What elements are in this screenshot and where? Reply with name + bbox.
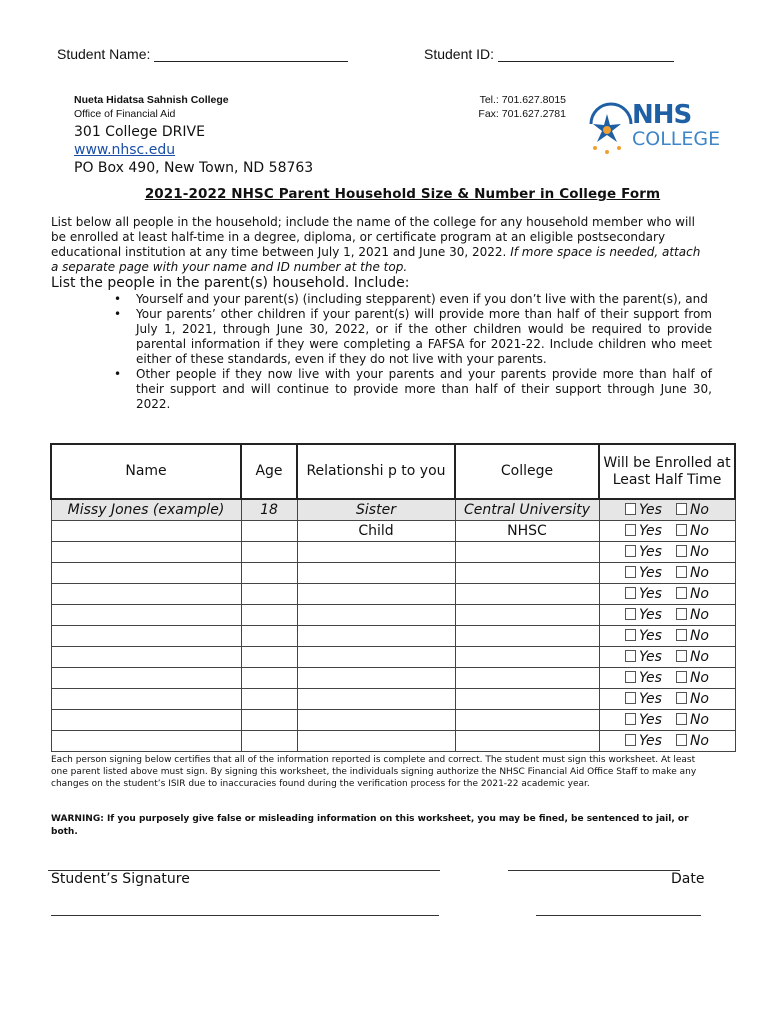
address-line-1: 301 College DRIVE bbox=[74, 124, 205, 140]
name-cell[interactable] bbox=[51, 584, 241, 605]
name-cell[interactable] bbox=[51, 647, 241, 668]
college-cell[interactable] bbox=[455, 563, 599, 584]
relationship-cell[interactable] bbox=[297, 710, 455, 731]
star-emblem-icon bbox=[585, 98, 637, 156]
age-cell[interactable] bbox=[241, 563, 297, 584]
no-label: No bbox=[689, 523, 709, 539]
college-cell[interactable] bbox=[455, 626, 599, 647]
student-name-label: Student Name: bbox=[57, 46, 151, 62]
list-heading: List the people in the parent(s) household. Include: bbox=[51, 275, 410, 291]
yes-label: Yes bbox=[639, 733, 662, 749]
no-checkbox[interactable] bbox=[676, 671, 687, 683]
logo-text-nhs: NHS bbox=[632, 100, 692, 130]
no-checkbox[interactable] bbox=[676, 629, 687, 641]
no-label: No bbox=[689, 502, 709, 518]
requirements-list bbox=[114, 292, 712, 412]
table-row bbox=[51, 689, 735, 710]
table-row bbox=[51, 499, 735, 521]
yes-label: Yes bbox=[639, 607, 662, 623]
name-cell[interactable] bbox=[51, 668, 241, 689]
name-cell[interactable] bbox=[51, 731, 241, 752]
age-cell[interactable] bbox=[241, 542, 297, 563]
college-name: Nueta Hidatsa Sahnish College bbox=[74, 94, 229, 106]
yes-label: Yes bbox=[639, 502, 662, 518]
table-row bbox=[51, 647, 735, 668]
no-label: No bbox=[689, 544, 709, 560]
relationship-cell[interactable]: Sister bbox=[297, 499, 455, 521]
intro-paragraph bbox=[51, 215, 711, 275]
yes-label: Yes bbox=[639, 523, 662, 539]
no-label: No bbox=[689, 607, 709, 623]
no-label: No bbox=[689, 733, 709, 749]
yes-label: Yes bbox=[639, 628, 662, 644]
enrolled-cell bbox=[599, 689, 735, 710]
age-cell[interactable] bbox=[241, 584, 297, 605]
enrolled-cell bbox=[599, 647, 735, 668]
enrolled-cell bbox=[599, 710, 735, 731]
intro-italic-text: If more space is needed, attach a separate page with your name and ID number at the top. bbox=[51, 245, 701, 274]
intro-text: List below all people in the household; include the name of the college for any household member who will be enrolled at least half-time in a degree, diploma, or certificate program at an eligible postsecondary educational institution at any time between July 1, 2021 and June 30, 2022. bbox=[51, 215, 695, 259]
college-cell[interactable] bbox=[455, 668, 599, 689]
header-enrolled: Will be Enrolled at Least Half Time bbox=[599, 444, 735, 499]
logo-text-college: COLLEGE bbox=[632, 128, 721, 150]
relationship-cell[interactable] bbox=[297, 668, 455, 689]
enrolled-cell bbox=[599, 584, 735, 605]
list-item: • Your parents’ other children if your parent(s) will provide more than half of their support from July 1, 2021, through June 30, 2022, or if the other children would be required to provide parental information if they were completing a FAFSA for 2021-22. Include children who meet either of these standards, even if they do not live with your parents. bbox=[114, 307, 712, 366]
table-row bbox=[51, 605, 735, 626]
date-label: Date bbox=[671, 871, 705, 887]
college-cell[interactable] bbox=[455, 710, 599, 731]
contact-block bbox=[470, 93, 566, 121]
name-cell[interactable] bbox=[51, 689, 241, 710]
yes-checkbox[interactable] bbox=[625, 566, 636, 578]
name-cell[interactable] bbox=[51, 563, 241, 584]
no-checkbox[interactable] bbox=[676, 566, 687, 578]
college-cell[interactable] bbox=[455, 584, 599, 605]
parent-signature-line[interactable] bbox=[51, 914, 439, 916]
bullet-icon: • bbox=[114, 307, 122, 321]
table-header-row bbox=[51, 444, 735, 499]
relationship-cell[interactable] bbox=[297, 542, 455, 563]
student-name-row bbox=[57, 46, 348, 62]
yes-checkbox[interactable] bbox=[625, 629, 636, 641]
header-relationship: Relationshi p to you bbox=[297, 444, 455, 499]
yes-checkbox[interactable] bbox=[625, 713, 636, 725]
nhs-college-logo bbox=[585, 98, 740, 156]
age-cell[interactable] bbox=[241, 668, 297, 689]
form-title: 2021-2022 NHSC Parent Household Size & Number in College Form bbox=[144, 186, 661, 202]
table-row bbox=[51, 668, 735, 689]
no-checkbox[interactable] bbox=[676, 503, 687, 515]
name-cell[interactable]: Missy Jones (example) bbox=[51, 499, 241, 521]
table-row bbox=[51, 626, 735, 647]
relationship-cell[interactable] bbox=[297, 605, 455, 626]
header-college: College bbox=[455, 444, 599, 499]
yes-checkbox[interactable] bbox=[625, 587, 636, 599]
yes-checkbox[interactable] bbox=[625, 503, 636, 515]
enrolled-cell bbox=[599, 542, 735, 563]
table-row bbox=[51, 731, 735, 752]
table-row bbox=[51, 542, 735, 563]
student-name-field[interactable] bbox=[154, 47, 348, 62]
college-cell[interactable] bbox=[455, 731, 599, 752]
yes-label: Yes bbox=[639, 649, 662, 665]
name-cell[interactable] bbox=[51, 542, 241, 563]
no-checkbox[interactable] bbox=[676, 713, 687, 725]
age-cell[interactable] bbox=[241, 626, 297, 647]
list-item: • Yourself and your parent(s) (including stepparent) even if you don’t live with the parent(s), and bbox=[114, 292, 708, 306]
age-cell[interactable] bbox=[241, 731, 297, 752]
bullet-icon: • bbox=[114, 367, 122, 381]
yes-label: Yes bbox=[639, 544, 662, 560]
yes-label: Yes bbox=[639, 586, 662, 602]
enrolled-cell bbox=[599, 605, 735, 626]
no-label: No bbox=[689, 586, 709, 602]
enrolled-cell bbox=[599, 499, 735, 521]
relationship-cell[interactable] bbox=[297, 647, 455, 668]
college-cell[interactable]: NHSC bbox=[455, 521, 599, 542]
no-checkbox[interactable] bbox=[676, 692, 687, 704]
no-checkbox[interactable] bbox=[676, 608, 687, 620]
student-id-row bbox=[424, 46, 674, 62]
name-cell[interactable] bbox=[51, 605, 241, 626]
enrolled-cell bbox=[599, 521, 735, 542]
address-line-2: PO Box 490, New Town, ND 58763 bbox=[74, 160, 314, 176]
yes-checkbox[interactable] bbox=[625, 650, 636, 662]
header-name: Name bbox=[51, 444, 241, 499]
enrolled-cell bbox=[599, 668, 735, 689]
table-row bbox=[51, 584, 735, 605]
enrolled-cell bbox=[599, 731, 735, 752]
college-cell[interactable] bbox=[455, 605, 599, 626]
table-row bbox=[51, 563, 735, 584]
student-id-field[interactable] bbox=[498, 47, 674, 62]
yes-checkbox[interactable] bbox=[625, 692, 636, 704]
college-cell[interactable]: Central University bbox=[455, 499, 599, 521]
college-cell[interactable] bbox=[455, 689, 599, 710]
yes-checkbox[interactable] bbox=[625, 524, 636, 536]
no-checkbox[interactable] bbox=[676, 545, 687, 557]
age-cell[interactable] bbox=[241, 710, 297, 731]
no-label: No bbox=[689, 712, 709, 728]
parent-date-line[interactable] bbox=[536, 914, 701, 916]
website-link[interactable]: www.nhsc.edu bbox=[74, 142, 176, 158]
relationship-cell[interactable] bbox=[297, 626, 455, 647]
college-address-block bbox=[74, 93, 313, 177]
college-cell[interactable] bbox=[455, 647, 599, 668]
household-table-wrapper bbox=[50, 443, 736, 752]
bullet-icon: • bbox=[114, 292, 122, 306]
age-cell[interactable] bbox=[241, 521, 297, 542]
student-date-line[interactable] bbox=[508, 869, 680, 871]
tel: Tel.: 701.627.8015 bbox=[479, 94, 566, 106]
enrolled-cell bbox=[599, 626, 735, 647]
no-checkbox[interactable] bbox=[676, 734, 687, 746]
no-label: No bbox=[689, 691, 709, 707]
relationship-cell[interactable] bbox=[297, 563, 455, 584]
name-cell[interactable] bbox=[51, 710, 241, 731]
header-age: Age bbox=[241, 444, 297, 499]
table-row bbox=[51, 521, 735, 542]
yes-checkbox[interactable] bbox=[625, 608, 636, 620]
warning-text: WARNING: If you purposely give false or misleading information on this worksheet, you may be fined, be sentenced to jail, or both. bbox=[51, 814, 689, 837]
name-cell[interactable] bbox=[51, 521, 241, 542]
yes-label: Yes bbox=[639, 670, 662, 686]
student-id-label: Student ID: bbox=[424, 46, 495, 62]
no-checkbox[interactable] bbox=[676, 650, 687, 662]
no-checkbox[interactable] bbox=[676, 524, 687, 536]
student-signature-label: Student’s Signature bbox=[51, 871, 190, 887]
name-cell[interactable] bbox=[51, 626, 241, 647]
age-cell[interactable]: 18 bbox=[241, 499, 297, 521]
age-cell[interactable] bbox=[241, 647, 297, 668]
relationship-cell[interactable] bbox=[297, 584, 455, 605]
yes-checkbox[interactable] bbox=[625, 734, 636, 746]
yes-label: Yes bbox=[639, 712, 662, 728]
household-table bbox=[50, 443, 736, 752]
relationship-cell[interactable] bbox=[297, 731, 455, 752]
yes-label: Yes bbox=[639, 691, 662, 707]
no-checkbox[interactable] bbox=[676, 587, 687, 599]
yes-checkbox[interactable] bbox=[625, 671, 636, 683]
table-row bbox=[51, 710, 735, 731]
relationship-cell[interactable] bbox=[297, 689, 455, 710]
yes-label: Yes bbox=[639, 565, 662, 581]
college-cell[interactable] bbox=[455, 542, 599, 563]
enrolled-cell bbox=[599, 563, 735, 584]
relationship-cell[interactable]: Child bbox=[297, 521, 455, 542]
yes-checkbox[interactable] bbox=[625, 545, 636, 557]
no-label: No bbox=[689, 565, 709, 581]
age-cell[interactable] bbox=[241, 605, 297, 626]
age-cell[interactable] bbox=[241, 689, 297, 710]
list-item: • Other people if they now live with your parents and your parents provide more than half of their support and will continue to provide more than half of their support through June 30, 2022. bbox=[114, 367, 712, 411]
fax: Fax: 701.627.2781 bbox=[478, 108, 566, 120]
no-label: No bbox=[689, 649, 709, 665]
no-label: No bbox=[689, 628, 709, 644]
certification-text: Each person signing below certifies that all of the information reported is complete and correct. The student must sign this worksheet. At least one parent listed above must sign. By signing this worksheet, the individuals signing authorize the NHSC Financial Aid Office Staff to make any changes on the student’s ISIR due to inaccuracies found during the verification process for the 2021-22 academic year. bbox=[51, 755, 697, 789]
office-name: Office of Financial Aid bbox=[74, 108, 176, 120]
no-label: No bbox=[689, 670, 709, 686]
